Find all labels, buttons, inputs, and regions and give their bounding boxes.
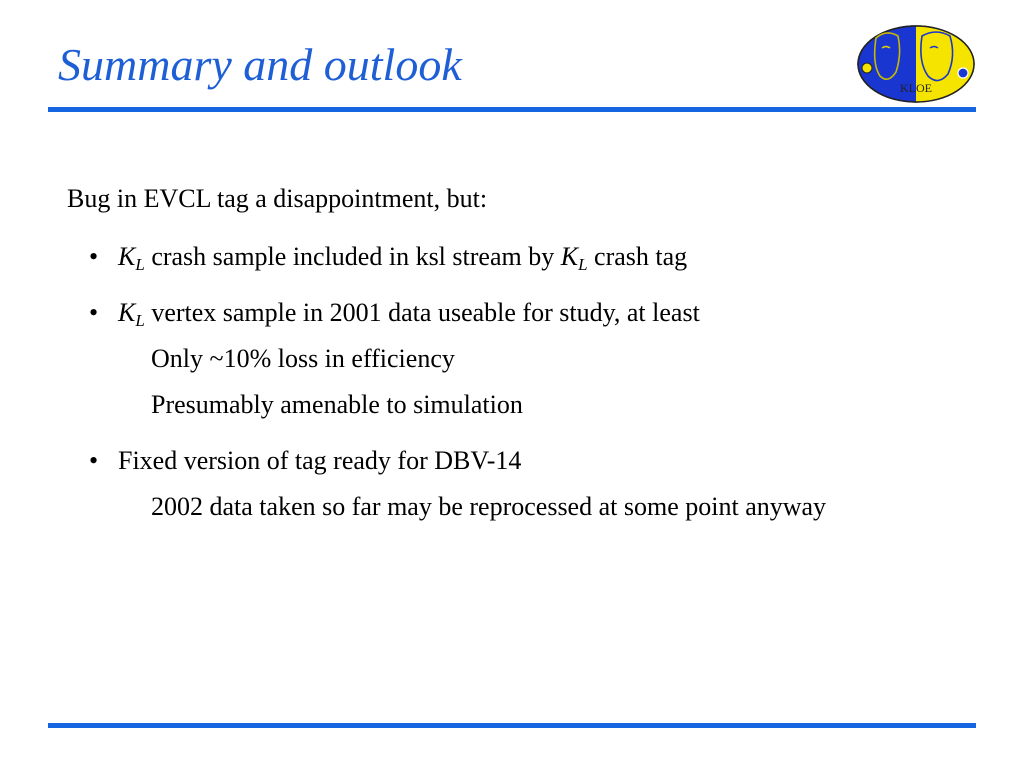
kaon-symbol: $K_L$ xyxy=(118,298,145,330)
sub-item: Presumably amenable to simulation xyxy=(151,390,523,419)
intro-text: Bug in EVCL tag a disappointment, but: xyxy=(67,184,488,213)
bullet-dot: • xyxy=(89,242,99,271)
bullet-item-1 xyxy=(89,242,687,275)
kaon-symbol: $K_L$ xyxy=(118,242,145,274)
bullet-3-text: Fixed version of tag ready for DBV-14 xyxy=(118,446,522,475)
bullet-dot: • xyxy=(89,298,99,327)
bullet-1-text-a: crash sample included in ksl stream by xyxy=(151,242,555,271)
logo-text: KLOE xyxy=(900,81,932,95)
bullet-1-text-b: crash tag xyxy=(594,242,688,271)
top-divider xyxy=(48,107,976,112)
sub-item: Only ~10% loss in efficiency xyxy=(151,344,455,373)
bottom-divider xyxy=(48,723,976,728)
slide-title: Summary and outlook xyxy=(58,39,462,90)
bullet-item-2 xyxy=(89,298,700,331)
sub-item: 2002 data taken so far may be reprocessed at some point anyway xyxy=(151,492,827,521)
bullet-2-text: vertex sample in 2001 data useable for study, at least xyxy=(151,298,700,327)
bullet-item-3 xyxy=(89,446,521,476)
kloe-logo xyxy=(856,24,976,104)
bullet-dot: • xyxy=(89,446,99,475)
kaon-symbol: $K_L$ xyxy=(560,242,588,274)
